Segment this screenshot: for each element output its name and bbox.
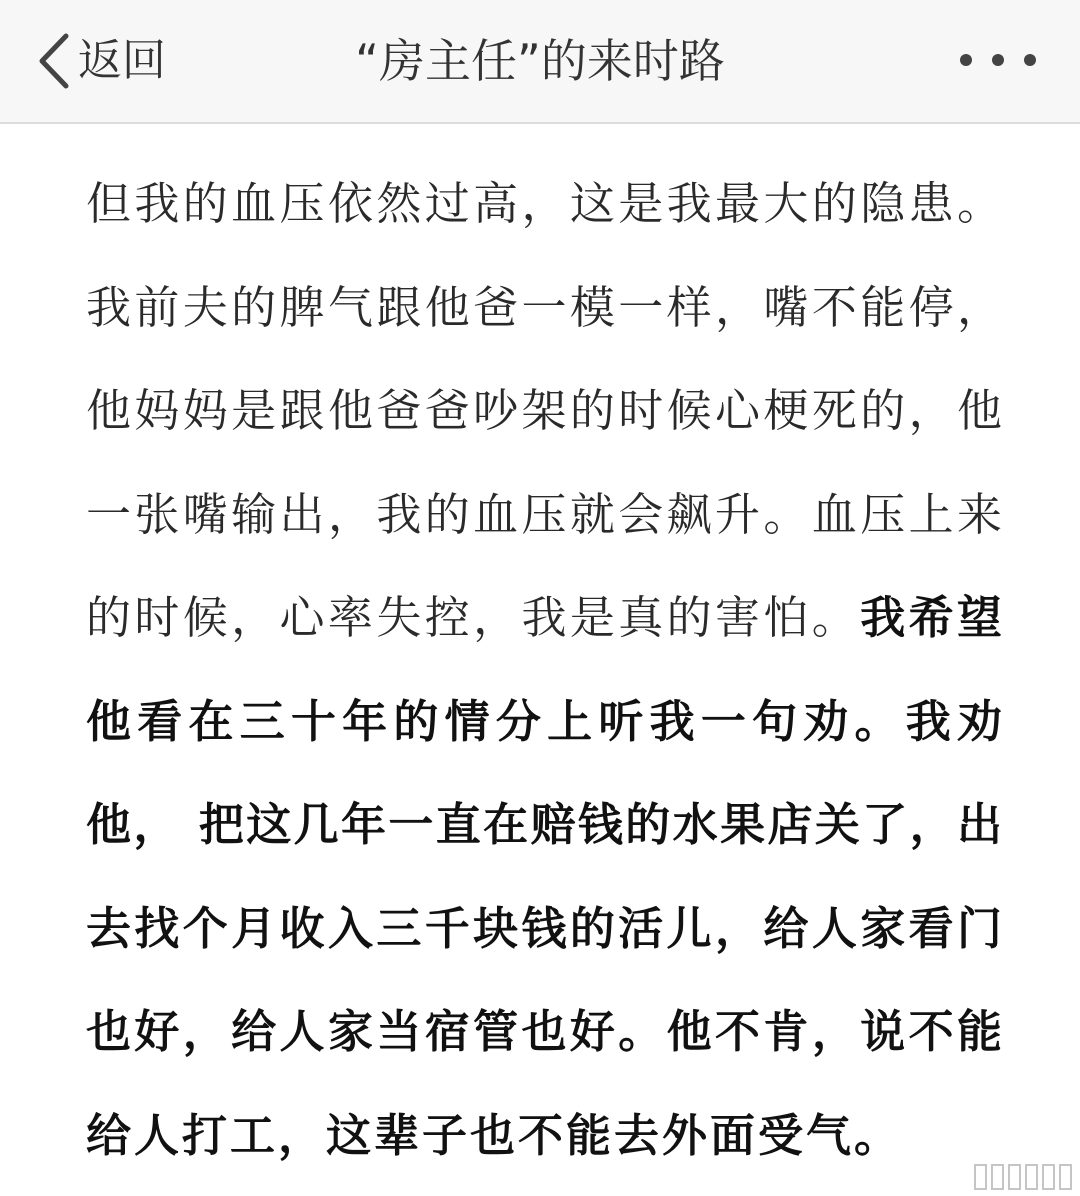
article-line <box>86 256 1002 360</box>
more-options-button[interactable] <box>960 40 1036 80</box>
watermark-mark <box>1008 1164 1021 1190</box>
article-line-bold <box>86 980 1002 1084</box>
more-dots-icon <box>1024 54 1036 66</box>
article-line <box>86 566 1002 670</box>
article-line-bold <box>86 773 1002 877</box>
watermark-mark <box>991 1164 1004 1190</box>
line-bold-text: 也好，给人家当宿管也好。他不肯，说不能 <box>86 1005 1002 1058</box>
article-line-bold <box>86 877 1002 981</box>
more-dots-icon <box>960 54 972 66</box>
back-label: 返回 <box>78 35 166 86</box>
line-bold-text: 我希望 <box>860 591 1002 644</box>
article-line <box>86 463 1002 567</box>
article-body <box>86 152 1002 1187</box>
line-bold-text: 去找个月收入三千块钱的活儿，给人家看门 <box>86 901 1002 955</box>
chevron-left-icon <box>34 32 74 90</box>
line-bold-text: 给人打工，这辈子也不能去外面受气。 <box>86 1108 903 1162</box>
nav-bar <box>0 0 1080 124</box>
watermark-mark <box>1025 1164 1038 1190</box>
article-line <box>86 359 1002 463</box>
article-line-bold <box>86 670 1002 774</box>
line-text: 他妈妈是跟他爸爸吵架的时候心梗死的，他 <box>86 384 1002 437</box>
watermark-mark <box>1059 1164 1072 1190</box>
page-title: “房主任”的来时路 <box>355 34 725 88</box>
line-bold-text: 他看在三十年的情分上听我一句劝。我劝 <box>86 694 1002 748</box>
article-line <box>86 152 1002 256</box>
line-text: 但我的血压依然过高，这是我最大的隐患。 <box>86 177 1002 230</box>
line-text: 的时候，心率失控，我是真的害怕。 <box>86 591 861 644</box>
watermark-mark <box>974 1164 987 1190</box>
watermark-logo <box>974 1164 1072 1190</box>
article-line-bold <box>86 1084 1002 1188</box>
watermark-mark <box>1042 1164 1055 1190</box>
more-dots-icon <box>992 54 1004 66</box>
line-bold-text: 他， 把这几年一直在赔钱的水果店关了，出 <box>86 798 1002 851</box>
line-text: 我前夫的脾气跟他爸一模一样，嘴不能停， <box>86 280 1002 334</box>
back-button[interactable] <box>34 26 166 96</box>
line-text: 一张嘴输出，我的血压就会飙升。血压上来 <box>86 487 1002 541</box>
